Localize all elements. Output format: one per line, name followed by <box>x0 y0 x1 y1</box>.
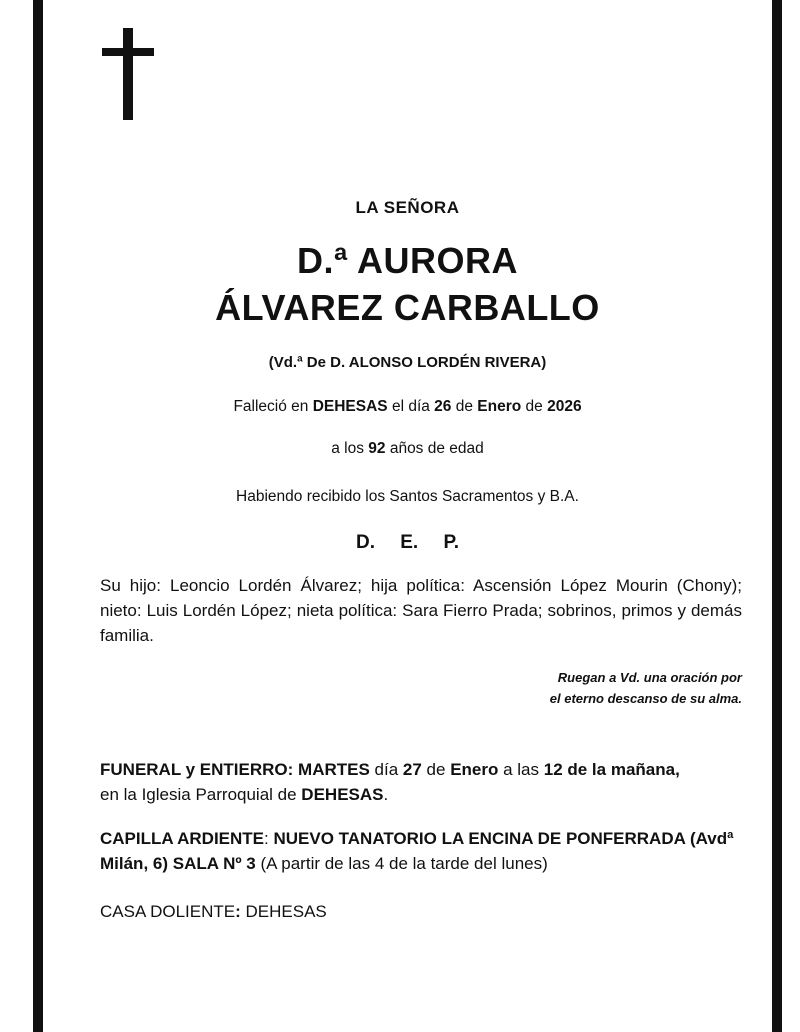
prayer-line-1: Ruegan a Vd. una oración por <box>557 670 742 685</box>
prayer-request <box>420 667 742 709</box>
deceased-name-line-2: ÁLVAREZ CARBALLO <box>215 287 600 328</box>
deceased-name-line-1: D.ª AURORA <box>297 240 518 281</box>
age-line: a los 92 años de edad <box>331 440 484 457</box>
latin-cross-icon <box>102 28 154 120</box>
wake-chapel-info: CAPILLA ARDIENTE: NUEVO TANATORIO LA ENCINA DE PONFERRADA (Avdª Milán, 6) SALA Nº 3 (A partir de las 4 de la tarde del lunes) <box>100 829 734 873</box>
family-paragraph: Su hijo: Leoncio Lordén Álvarez; hija política: Ascensión López Mourin (Chony); nieto: Luis Lordén López; nieta política: Sara Fierro Prada; sobrinos, primos y demás familia. <box>100 576 742 645</box>
mourning-house-info: CASA DOLIENTE: DEHESAS <box>100 902 327 921</box>
funeral-info: FUNERAL y ENTIERRO: MARTES día 27 de Enero a las 12 de la mañana, en la Iglesia Parroquial de DEHESAS. <box>100 760 680 804</box>
widow-of-line: (Vd.ª De D. ALONSO LORDÉN RIVERA) <box>268 354 547 371</box>
sacraments-line: Habiendo recibido los Santos Sacramentos y B.A. <box>236 488 579 505</box>
honorific-title: LA SEÑORA <box>355 198 460 217</box>
death-date-line: Falleció en DEHESAS el día 26 de Enero de 2026 <box>233 398 582 415</box>
dep-line: D. E. P. <box>355 532 459 553</box>
obituary-border-frame <box>33 0 782 1032</box>
prayer-line-2: el eterno descanso de su alma. <box>549 691 742 706</box>
